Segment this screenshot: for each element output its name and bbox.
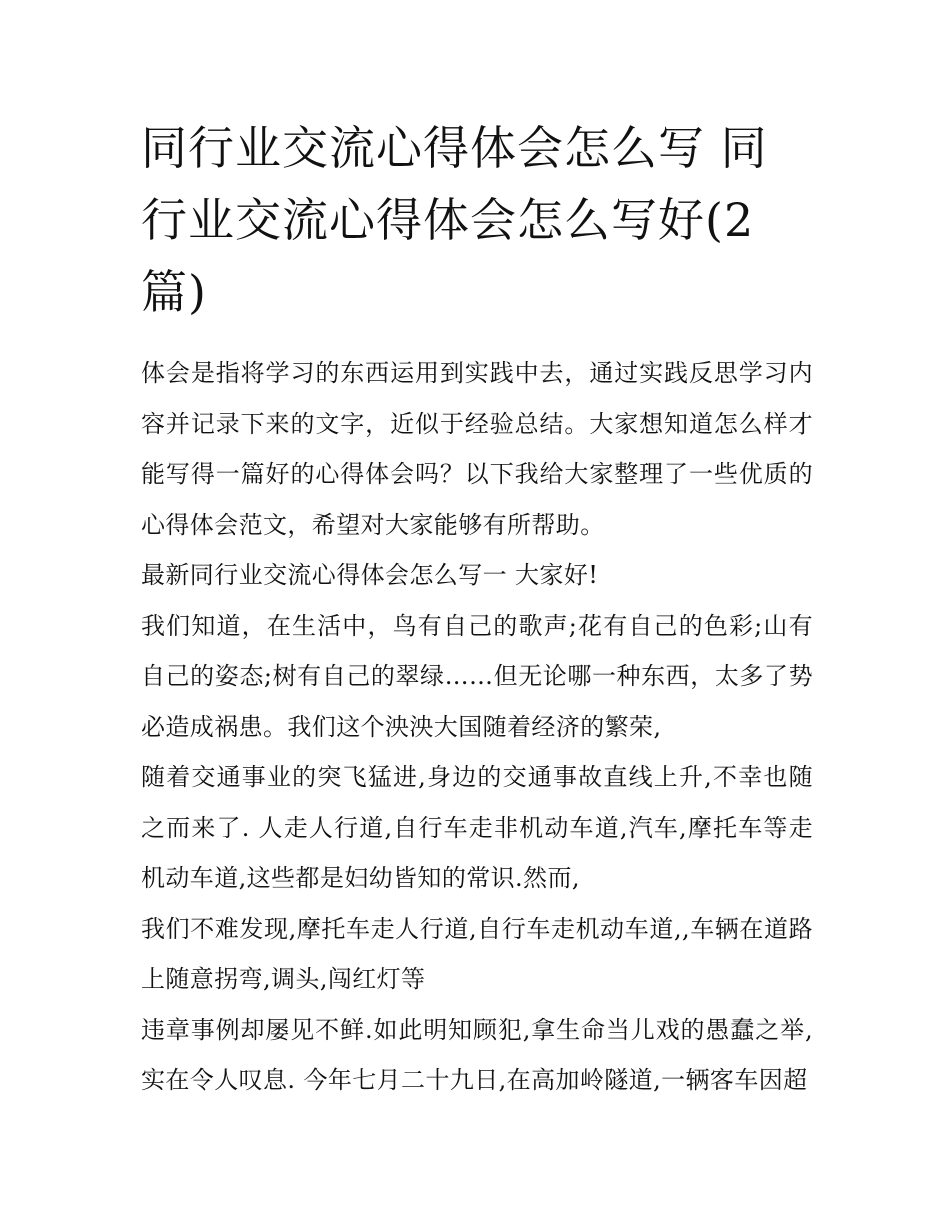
paragraph: 随着交通事业的突飞猛进,身边的交通事故直线上升,不幸也随之而来了. 人走人行道,自行车走非机动车道,汽车,摩托车等走机动车道,这些都是妇幼皆知的常识.然而, bbox=[141, 763, 813, 892]
paragraph: 我们不难发现,摩托车走人行道,自行车走机动车道,,车辆在道路上随意拐弯,调头,闯红灯等 bbox=[141, 914, 813, 993]
document-title: 同行业交流心得体会怎么写 同行业交流心得体会怎么写好(2篇) bbox=[141, 121, 768, 319]
paragraph: 我们知道，在生活中，鸟有自己的歌声;花有自己的色彩;山有自己的姿态;树有自己的翠绿……但无论哪一种东西，太多了势必造成祸患。我们这个泱泱大国随着经济的繁荣, bbox=[141, 611, 813, 741]
paragraph-intro: 体会是指将学习的东西运用到实践中去，通过实践反思学习内容并记录下来的文字，近似于经验总结。大家想知道怎么样才能写得一篇好的心得体会吗？以下我给大家整理了一些优质的心得体会范文，希望对大家能够有所帮助。 bbox=[141, 359, 813, 539]
paragraph: 违章事例却屡见不鲜.如此明知顾犯,拿生命当儿戏的愚蠢之举,实在令人叹息. 今年七月二十九日,在高加岭隧道,一辆客车因超 bbox=[141, 1015, 813, 1094]
paragraph-section-heading: 最新同行业交流心得体会怎么写一 大家好! bbox=[141, 561, 599, 589]
document-body bbox=[141, 348, 813, 1106]
document-page bbox=[141, 112, 813, 1106]
